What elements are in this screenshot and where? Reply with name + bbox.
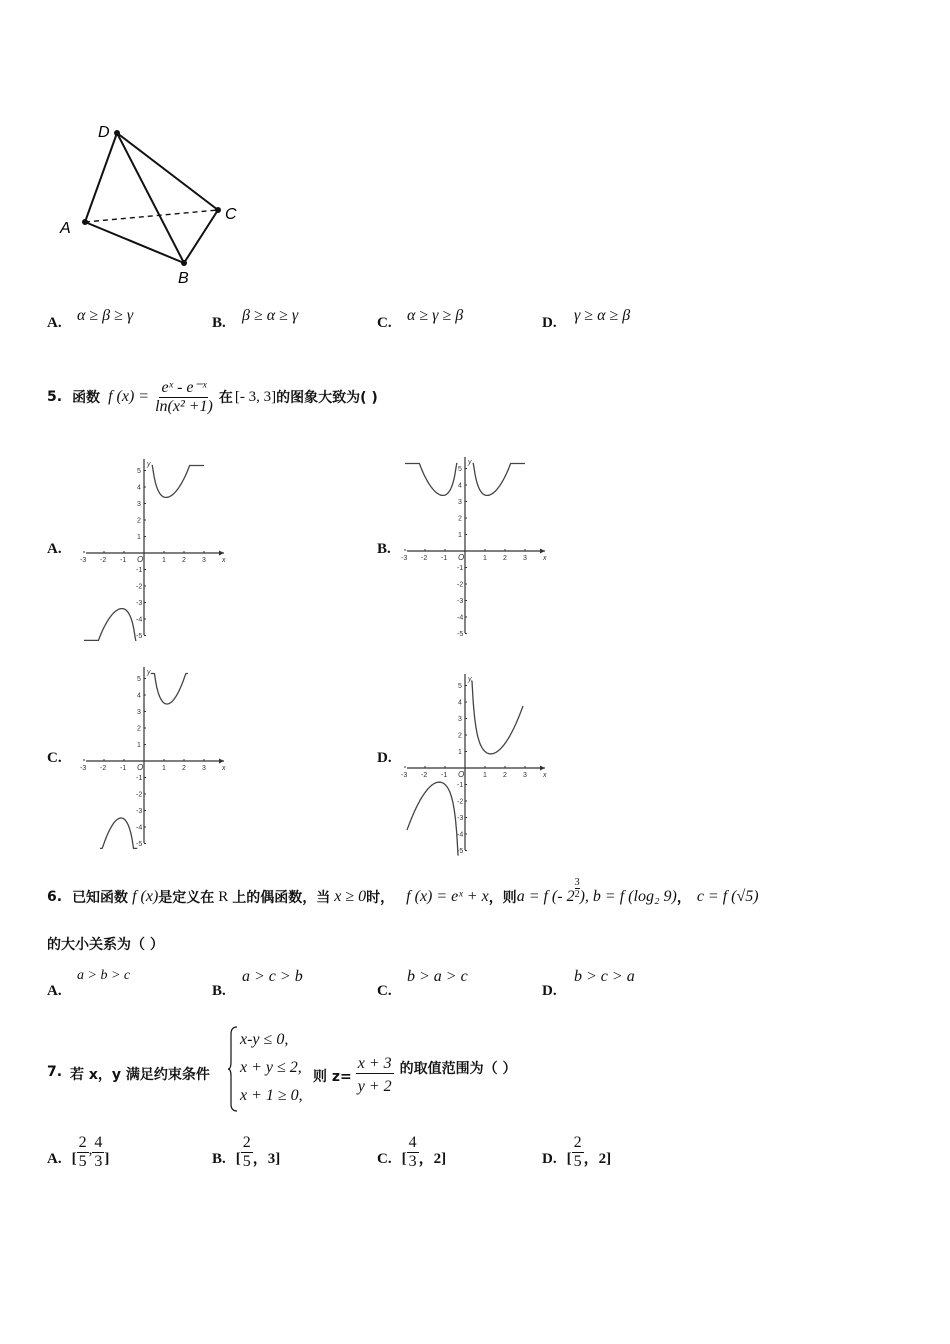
y-tick-label: 4	[458, 699, 462, 707]
separator: ，	[252, 1151, 268, 1167]
curve-right	[151, 674, 188, 705]
option-expr: γ ≥ α ≥ β	[574, 307, 631, 324]
x-arrow	[540, 549, 545, 554]
q5-numerator: eˣ - e⁻ˣ	[161, 378, 207, 396]
x-tick-label: -2	[421, 772, 428, 779]
z-numerator: x + 3	[357, 1055, 392, 1072]
x-tick-label: -3	[401, 555, 408, 562]
q6-option-a[interactable]	[47, 968, 131, 1000]
separator: ，	[583, 1151, 599, 1167]
bracket-open: [	[71, 1151, 77, 1167]
q7-lead: 若 x，y 满足约束条件	[70, 1067, 210, 1083]
x-arrow	[219, 551, 224, 556]
option-letter: C.	[377, 315, 392, 331]
num: 2	[242, 1134, 251, 1151]
y-tick-label: -4	[136, 824, 143, 832]
edge-DC	[117, 133, 218, 210]
y-tick-label: -2	[136, 583, 143, 591]
y-tick-label: 2	[458, 515, 462, 523]
q6-t1: 已知函数	[72, 890, 129, 906]
y-tick-label: -3	[457, 815, 464, 822]
bracket-open: [	[566, 1151, 572, 1167]
axes	[401, 457, 547, 638]
q5-graph-a[interactable]	[80, 457, 230, 640]
curve-right	[152, 466, 204, 498]
x-axis-label: x	[543, 555, 547, 562]
den: 3	[94, 1153, 103, 1170]
y-tick-label: -1	[457, 782, 464, 789]
question-number: 7.	[47, 1064, 63, 1080]
origin-label: O	[458, 770, 465, 779]
constraint-1: x-y ≤ 0,	[240, 1031, 289, 1048]
y-axis-label: y	[147, 461, 151, 468]
tetrahedron-figure	[50, 115, 260, 295]
origin-label: O	[137, 555, 144, 564]
option-expr: a > b > c	[77, 968, 131, 983]
q6-def: f (x) = eˣ + x	[406, 888, 489, 905]
y-axis-label: y	[147, 669, 151, 676]
x-tick-label: 1	[162, 765, 166, 772]
q5-graph-d[interactable]	[401, 672, 551, 855]
y-tick-label: -1	[136, 775, 143, 782]
question-number: 6.	[47, 889, 63, 905]
q6-a: a = f (- 2	[516, 888, 575, 905]
origin-label: O	[137, 763, 144, 772]
option-letter: A.	[47, 1151, 62, 1167]
origin-label: O	[458, 553, 465, 562]
x-tick-label: -2	[100, 557, 107, 564]
den: 5	[573, 1153, 582, 1170]
q7-option-b[interactable]	[212, 1134, 280, 1171]
q4-option-c[interactable]	[377, 307, 464, 332]
axes	[401, 674, 547, 855]
option-letter: A.	[47, 315, 62, 331]
q5-option-d-letter[interactable]: D.	[377, 750, 392, 766]
curve-right	[471, 681, 523, 754]
x-axis-label: x	[543, 772, 547, 779]
q7-fraction	[356, 1055, 394, 1096]
edge-AC-hidden	[85, 210, 218, 222]
label-D: D	[98, 124, 110, 141]
bracket-close: ]	[104, 1151, 110, 1167]
exp-num: 3	[574, 876, 580, 888]
bracket-close: ]	[275, 1151, 281, 1167]
q6-option-d[interactable]	[542, 968, 635, 1000]
x-tick-label: -3	[80, 765, 87, 772]
y-tick-label: -4	[136, 616, 143, 624]
num: 4	[94, 1134, 103, 1151]
option-letter: B.	[212, 983, 226, 999]
q7-option-c[interactable]	[377, 1134, 446, 1171]
q4-option-d[interactable]	[542, 307, 631, 332]
x-axis-label: x	[222, 557, 226, 564]
y-tick-label: -3	[136, 808, 143, 815]
axes	[80, 667, 226, 848]
separator: ，	[418, 1151, 434, 1167]
y-tick-label: -3	[457, 598, 464, 605]
curve-left	[407, 782, 459, 855]
q6-R: R	[218, 888, 229, 905]
q7-option-a[interactable]	[47, 1134, 109, 1171]
edge-AB	[85, 222, 184, 263]
y-tick-label: 4	[458, 482, 462, 490]
x-tick-label: -3	[80, 557, 87, 564]
y-tick-label: -1	[136, 567, 143, 574]
option-letter: B.	[212, 1151, 226, 1167]
y-tick-label: -5	[136, 841, 143, 848]
fraction-2	[92, 1134, 104, 1171]
q5-lead: 函数	[72, 390, 101, 406]
q5-graph-c[interactable]	[80, 665, 230, 848]
y-tick-label: 5	[137, 468, 141, 475]
option-letter: D.	[542, 315, 557, 331]
x-arrow	[540, 766, 545, 771]
x-tick-label: 1	[483, 772, 487, 779]
separator: ,	[88, 1142, 93, 1158]
y-tick-label: -2	[136, 791, 143, 799]
option-expr: α ≥ β ≥ γ	[77, 307, 134, 324]
num: 4	[408, 1134, 417, 1151]
option-expr: b > c > a	[574, 968, 635, 985]
q6-t5: ，则	[488, 890, 517, 906]
bracket-open: [	[235, 1151, 241, 1167]
q6-t2: 是定义在	[158, 890, 215, 906]
option-letter: D.	[542, 983, 557, 999]
edge-DB	[117, 133, 184, 263]
y-tick-label: 3	[137, 501, 141, 508]
option-expr: α ≥ γ ≥ β	[407, 307, 464, 324]
value: 2	[598, 1151, 607, 1167]
y-tick-label: 2	[458, 732, 462, 740]
value: 2	[433, 1151, 442, 1167]
q6-stem	[47, 876, 759, 914]
x-axis-label: x	[222, 765, 226, 772]
y-tick-label: 1	[458, 532, 462, 539]
x-tick-label: 3	[523, 772, 527, 779]
x-tick-label: -1	[120, 557, 127, 564]
q5-fx: f (x) =	[108, 388, 150, 405]
q5-graph-b[interactable]	[401, 455, 551, 638]
x-tick-label: 3	[202, 557, 206, 564]
y-tick-label: -2	[457, 798, 464, 806]
x-tick-label: -1	[120, 765, 127, 772]
q5-denominator: ln(x² +1)	[155, 397, 213, 415]
y-tick-label: 1	[137, 534, 141, 541]
y-tick-label: 5	[137, 676, 141, 683]
q5-fraction	[153, 379, 215, 416]
constraint-system	[240, 1026, 303, 1110]
q5-option-c-letter[interactable]: C.	[47, 750, 62, 766]
x-tick-label: -2	[100, 765, 107, 772]
y-tick-label: 4	[137, 484, 141, 492]
label-A: A	[60, 220, 71, 237]
curve-left	[405, 464, 457, 496]
y-tick-label: 4	[137, 692, 141, 700]
z-denominator: y + 2	[357, 1078, 392, 1095]
y-tick-label: 2	[137, 725, 141, 733]
q6-option-c[interactable]	[377, 968, 468, 1000]
x-arrow	[219, 759, 224, 764]
option-letter: C.	[377, 1151, 392, 1167]
y-tick-label: -5	[457, 631, 464, 638]
x-tick-label: -2	[421, 555, 428, 562]
q6-t4: 时，	[366, 890, 395, 906]
option-expr: a > c > b	[242, 968, 303, 985]
x-tick-label: 2	[182, 765, 186, 772]
option-expr: β ≥ α ≥ γ	[242, 307, 299, 324]
q5-interval: [- 3, 3]	[234, 388, 277, 405]
constraint-2: x + y ≤ 2,	[240, 1059, 302, 1076]
constraint-3: x + 1 ≥ 0,	[240, 1087, 303, 1104]
option-letter: A.	[47, 983, 62, 999]
curve-right	[473, 464, 525, 496]
q5-stem	[47, 372, 378, 422]
x-tick-label: 1	[162, 557, 166, 564]
q6-t3: 上的偶函数，当	[232, 890, 331, 906]
y-tick-label: 3	[137, 709, 141, 716]
q6-line2: 的大小关系为（ ）	[47, 937, 164, 953]
edge-BC	[184, 210, 218, 263]
y-tick-label: -1	[457, 565, 464, 572]
y-tick-label: 3	[458, 716, 462, 723]
y-tick-label: 1	[137, 742, 141, 749]
x-tick-label: 1	[483, 555, 487, 562]
fraction-1	[407, 1134, 419, 1171]
q6-c: c = f (√5)	[696, 888, 759, 905]
x-tick-label: 2	[182, 557, 186, 564]
x-tick-label: 3	[523, 555, 527, 562]
q5-option-b-letter[interactable]: B.	[377, 541, 391, 557]
y-tick-label: -4	[457, 831, 464, 839]
q6-option-b[interactable]	[212, 968, 303, 1000]
bracket-open: [	[401, 1151, 407, 1167]
y-axis-label: y	[468, 459, 472, 466]
y-tick-label: -5	[136, 633, 143, 640]
y-tick-label: -4	[457, 614, 464, 622]
option-letter: B.	[212, 315, 226, 331]
fraction-1	[572, 1134, 584, 1171]
q7-target	[313, 1055, 517, 1096]
q4-option-a[interactable]	[47, 307, 134, 332]
x-tick-label: -3	[401, 772, 408, 779]
value: 3	[267, 1151, 276, 1167]
den: 5	[242, 1153, 251, 1170]
den: 5	[78, 1153, 87, 1170]
option-letter: C.	[377, 983, 392, 999]
bracket-close: ]	[441, 1151, 447, 1167]
curve-left	[100, 818, 137, 848]
q6-cond: x ≥ 0	[334, 888, 367, 905]
label-C: C	[225, 206, 237, 223]
den: 3	[408, 1153, 417, 1170]
exp-den: 2	[574, 888, 580, 900]
option-expr: b > a > c	[407, 968, 468, 985]
q6-fx: f (x)	[132, 888, 159, 905]
bracket-close: ]	[606, 1151, 612, 1167]
label-B: B	[178, 270, 189, 287]
x-tick-label: 2	[503, 555, 507, 562]
q7-tail: 的取值范围为（ ）	[399, 1060, 517, 1077]
q6-comma: ，	[676, 890, 691, 906]
num: 2	[573, 1134, 582, 1151]
q6-a-end: ), b = f (log₂ 9)	[579, 888, 677, 905]
num: 2	[78, 1134, 87, 1151]
question-number: 5.	[47, 389, 63, 405]
y-tick-label: 2	[137, 517, 141, 525]
x-tick-label: 3	[202, 765, 206, 772]
y-tick-label: -5	[457, 848, 464, 855]
option-letter: D.	[542, 1151, 557, 1167]
x-tick-label: 2	[503, 772, 507, 779]
y-axis-label: y	[468, 676, 472, 683]
y-tick-label: -2	[457, 581, 464, 589]
edge-DA	[85, 133, 117, 222]
q4-option-b[interactable]	[212, 307, 299, 332]
q5-mid: 在	[218, 390, 233, 406]
q7-then: 则 z=	[313, 1068, 352, 1085]
axes	[80, 459, 226, 640]
q7-option-d[interactable]	[542, 1134, 611, 1171]
q5-tail: 的图象大致为( )	[276, 390, 378, 406]
y-tick-label: 5	[458, 683, 462, 690]
fraction-1	[77, 1134, 89, 1171]
fraction-1	[241, 1134, 253, 1171]
y-tick-label: 1	[458, 749, 462, 756]
y-tick-label: 5	[458, 466, 462, 473]
curve-left	[84, 609, 136, 641]
x-tick-label: -1	[441, 555, 448, 562]
y-tick-label: 3	[458, 499, 462, 506]
q5-option-a-letter[interactable]: A.	[47, 541, 62, 557]
y-tick-label: -3	[136, 600, 143, 607]
constraint-brace	[228, 1026, 238, 1112]
x-tick-label: -1	[441, 772, 448, 779]
